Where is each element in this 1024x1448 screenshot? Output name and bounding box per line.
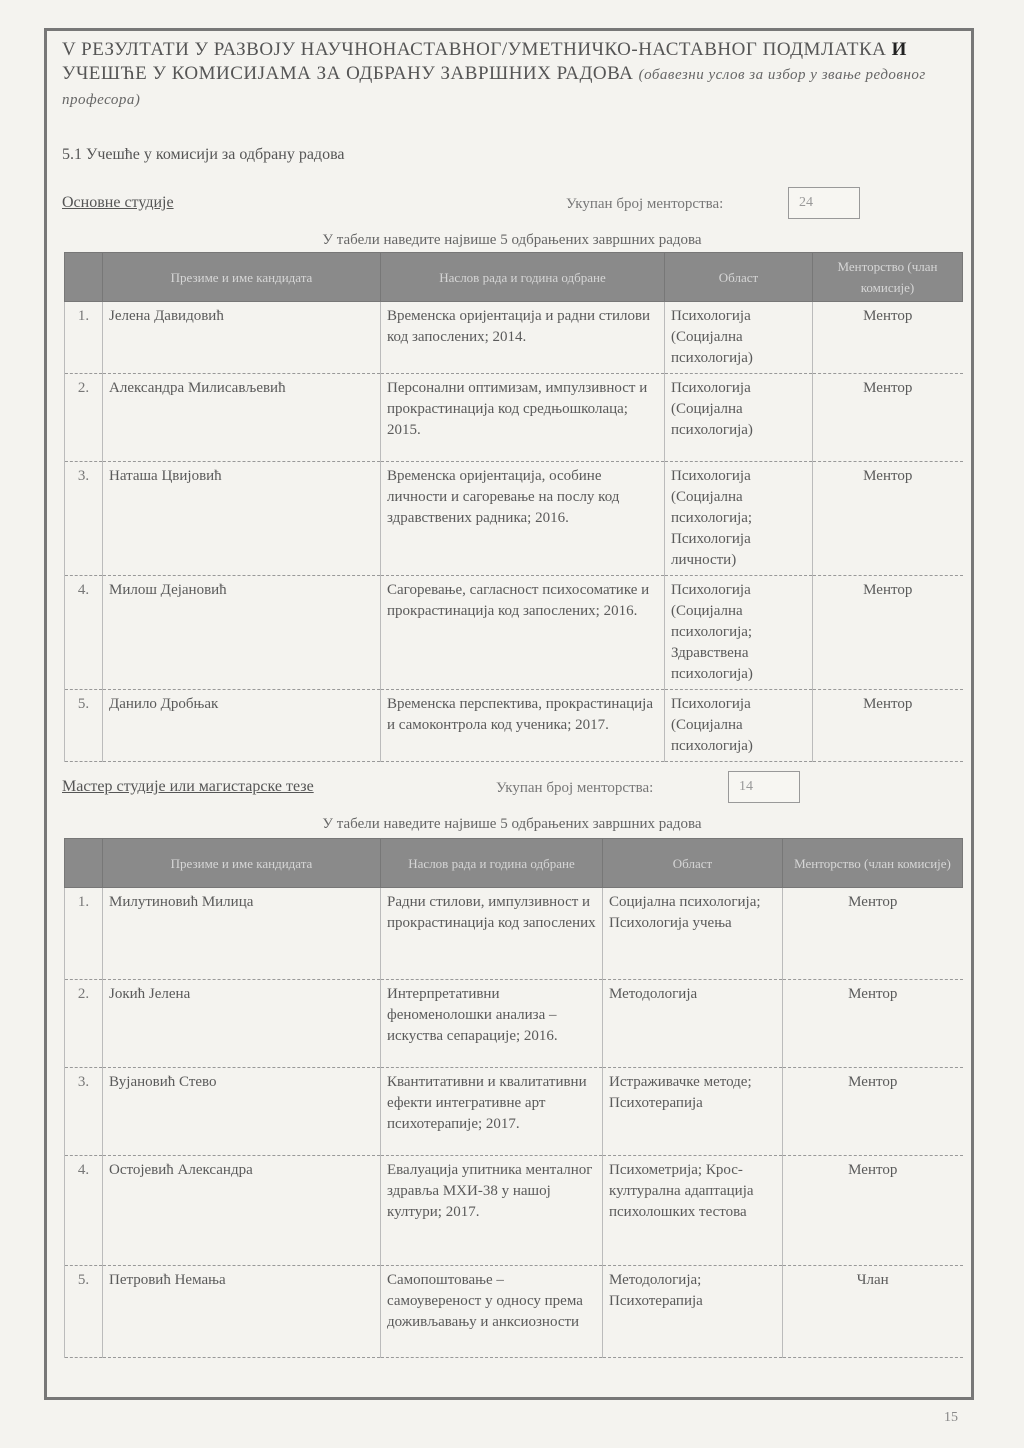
row-num: 4. <box>65 1156 103 1266</box>
row-role: Ментор <box>783 980 963 1068</box>
basic-studies-table <box>64 252 963 762</box>
row-field: Психологија (Социјална психологија) <box>665 690 813 762</box>
row-num: 5. <box>65 1266 103 1358</box>
row-name: Данило Дробњак <box>103 690 381 762</box>
header-role: Менторство (члан комисије) <box>813 253 963 302</box>
master-studies-label: Мастер студије или магистарске тезе <box>62 778 314 795</box>
basic-studies-label: Основне студије <box>62 194 174 211</box>
row-num: 1. <box>65 302 103 374</box>
basic-count-box: 24 <box>788 187 860 219</box>
row-num: 3. <box>65 462 103 576</box>
row-num: 2. <box>65 374 103 462</box>
row-field: Психологија (Социјална психологија; Психологија личности) <box>665 462 813 576</box>
header-num <box>65 253 103 302</box>
heading-title-rest: УЧЕШЋЕ У КОМИСИЈАМА ЗА ОДБРАНУ ЗАВРШНИХ РАДОВА <box>62 63 634 84</box>
row-title: Радни стилови, импулзивност и прокрастинација код запослених <box>381 888 603 980</box>
row-title: Временска оријентација, особине личности и сагоревање на послу код здравствених радника; 2016. <box>381 462 665 576</box>
table-row <box>65 980 963 1068</box>
table-row <box>65 1266 963 1358</box>
row-role: Ментор <box>783 1068 963 1156</box>
heading-and: И <box>891 39 907 60</box>
row-num: 4. <box>65 576 103 690</box>
row-field: Методологија; Психотерапија <box>603 1266 783 1358</box>
table-row <box>65 462 963 576</box>
row-role: Ментор <box>783 888 963 980</box>
table-header-row <box>65 253 963 302</box>
section-heading <box>62 38 962 112</box>
row-title: Квантитативни и квалитативни ефекти интегративне арт психотерапије; 2017. <box>381 1068 603 1156</box>
row-name: Милутиновић Милица <box>103 888 381 980</box>
header-title: Наслов рада и година одбране <box>381 253 665 302</box>
row-num: 3. <box>65 1068 103 1156</box>
row-name: Јокић Јелена <box>103 980 381 1068</box>
master-studies-table <box>64 838 963 1358</box>
row-title: Временска перспектива, прокрастинација и самоконтрола код ученика; 2017. <box>381 690 665 762</box>
master-table-caption: У табели наведите највише 5 одбрањених завршних радова <box>322 816 702 832</box>
header-field: Област <box>603 839 783 888</box>
row-title: Персонални оптимизам, импулзивност и прокрастинација код средњошколаца; 2015. <box>381 374 665 462</box>
table-row <box>65 690 963 762</box>
row-name: Вујановић Стево <box>103 1068 381 1156</box>
row-role: Ментор <box>783 1156 963 1266</box>
row-field: Методологија <box>603 980 783 1068</box>
row-name: Петровић Немања <box>103 1266 381 1358</box>
table-row <box>65 888 963 980</box>
header-num <box>65 839 103 888</box>
row-title: Евалуација упитника менталног здравља МХИ-38 у нашој култури; 2017. <box>381 1156 603 1266</box>
row-num: 1. <box>65 888 103 980</box>
master-count-label: Укупан број менторства: <box>496 780 654 796</box>
table-row <box>65 1156 963 1266</box>
heading-note: (обавезни услов за избор у звање редовног професора) <box>62 67 926 108</box>
table-row <box>65 374 963 462</box>
header-field: Област <box>665 253 813 302</box>
table-row <box>65 1068 963 1156</box>
row-field: Психологија (Социјална психологија; Здравствена психологија) <box>665 576 813 690</box>
row-title: Самопоштовање – самоувереност у односу према доживљавању и анксиозности <box>381 1266 603 1358</box>
row-name: Остојевић Александра <box>103 1156 381 1266</box>
heading-title: V РЕЗУЛТАТИ У РАЗВОЈУ НАУЧНОНАСТАВНОГ/УМЕТНИЧКО-НАСТАВНОГ ПОДМЛАТКА <box>62 39 887 60</box>
master-count-box: 14 <box>728 771 800 803</box>
page-number: 15 <box>944 1410 958 1425</box>
table-header-row <box>65 839 963 888</box>
row-role: Ментор <box>813 462 963 576</box>
table-row <box>65 302 963 374</box>
table-row <box>65 576 963 690</box>
header-role: Менторство (члан комисије) <box>783 839 963 888</box>
row-role: Члан <box>783 1266 963 1358</box>
row-field: Психометрија; Крос-културална адаптација психолошких тестова <box>603 1156 783 1266</box>
row-field: Психологија (Социјална психологија) <box>665 302 813 374</box>
subsection-title: 5.1 Учешће у комисији за одбрану радова <box>62 146 345 163</box>
header-name: Презиме и име кандидата <box>103 839 381 888</box>
row-num: 5. <box>65 690 103 762</box>
basic-table-caption: У табели наведите највише 5 одбрањених завршних радова <box>322 232 702 248</box>
row-title: Интерпретативни феноменолошки анализа – искуства сепарације; 2016. <box>381 980 603 1068</box>
row-role: Ментор <box>813 576 963 690</box>
row-title: Сагоревање, сагласност психосоматике и прокрастинација код запослених; 2016. <box>381 576 665 690</box>
row-field: Психологија (Социјална психологија) <box>665 374 813 462</box>
row-name: Александра Милисављевић <box>103 374 381 462</box>
row-field: Социјална психологија; Психологија учења <box>603 888 783 980</box>
row-role: Ментор <box>813 374 963 462</box>
header-name: Презиме и име кандидата <box>103 253 381 302</box>
header-title: Наслов рада и година одбране <box>381 839 603 888</box>
row-field: Истраживачке методе; Психотерапија <box>603 1068 783 1156</box>
row-role: Ментор <box>813 690 963 762</box>
row-role: Ментор <box>813 302 963 374</box>
row-name: Наташа Цвијовић <box>103 462 381 576</box>
basic-count-label: Укупан број менторства: <box>566 196 724 212</box>
row-name: Милош Дејановић <box>103 576 381 690</box>
row-name: Јелена Давидовић <box>103 302 381 374</box>
row-num: 2. <box>65 980 103 1068</box>
row-title: Временска оријентација и радни стилови код запослених; 2014. <box>381 302 665 374</box>
